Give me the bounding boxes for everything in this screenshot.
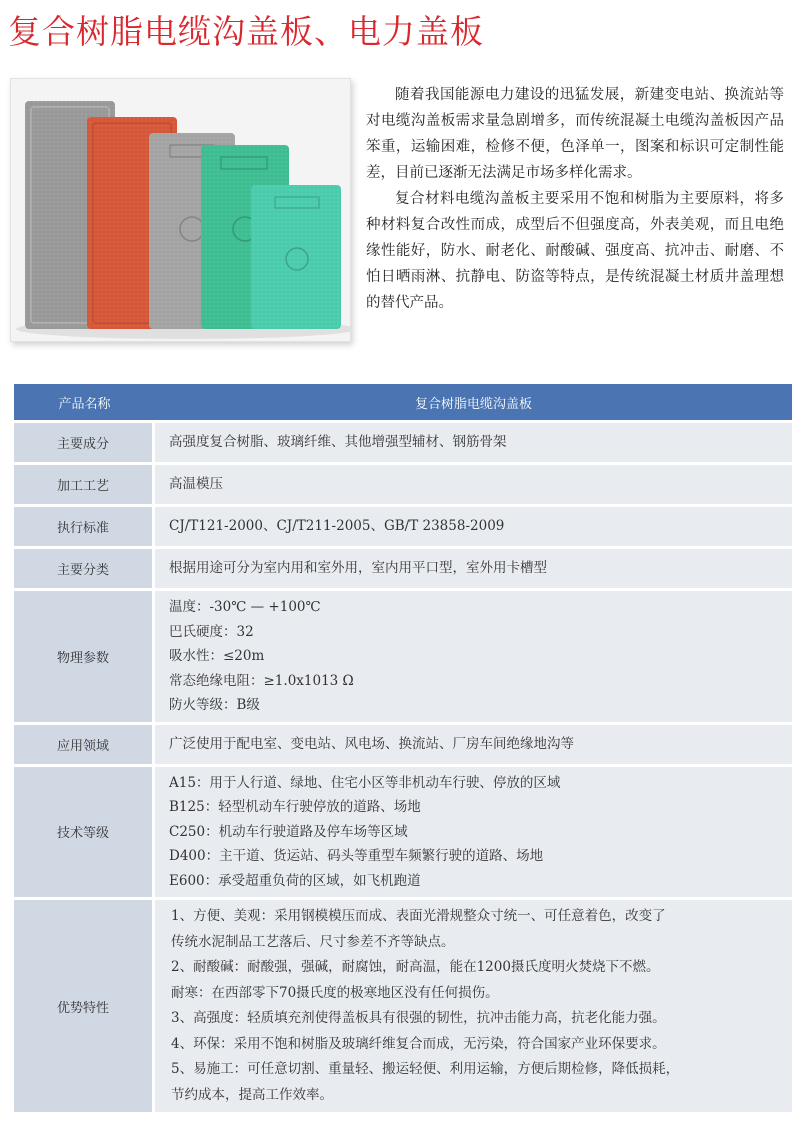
row-value-line: 防火等级：B级: [169, 697, 260, 713]
table-row: [14, 591, 792, 722]
page-title: 复合树脂电缆沟盖板、电力盖板: [8, 12, 484, 51]
header-key: 产品名称: [14, 384, 155, 420]
row-key: 优势特性: [14, 900, 155, 1112]
intro-paragraph-1: 随着我国能源电力建设的迅猛发展，新建变电站、换流站等对电缆沟盖板需求量急剧增多，而传统混凝土电缆沟盖板因产品笨重，运输困难，检修不便，色泽单一，图案和标识可定制性能差，目前已逐渐无法满足市场多样化需求。: [366, 87, 784, 181]
row-value: 高强度复合树脂、玻璃纤维、其他增强型辅材、钢筋骨架: [169, 434, 507, 451]
table-row: [14, 549, 792, 588]
cover-plate-teal: [251, 185, 341, 329]
spec-header-row: [14, 384, 792, 420]
row-value: 根据用途可分为室内用和室外用，室内用平口型，室外用卡槽型: [169, 560, 547, 577]
row-value-line: 温度：-30℃ — +100℃: [169, 599, 321, 615]
row-value: 广泛使用于配电室、变电站、风电场、换流站、厂房车间绝缘地沟等: [169, 735, 574, 752]
header-value: 复合树脂电缆沟盖板: [155, 384, 792, 420]
row-value: CJ/T121-2000、CJ/T211-2005、GB/T 23858-2009: [169, 518, 505, 535]
product-photo: [10, 78, 351, 342]
spec-table: [14, 381, 792, 1115]
row-key: 应用领域: [14, 725, 155, 764]
table-row: [14, 423, 792, 462]
table-row: [14, 767, 792, 898]
row-value: 高温模压: [169, 476, 223, 493]
row-value-line: C250：机动车行驶道路及停车场等区域: [169, 823, 408, 840]
row-value-line: A15：用于人行道、绿地、住宅小区等非机动车行驶、停放的区域: [169, 774, 561, 791]
row-key: 物理参数: [14, 591, 155, 722]
row-value-line: 吸水性：≤20m: [169, 648, 265, 664]
row-key: 主要成分: [14, 423, 155, 462]
table-row: [14, 725, 792, 764]
intro-paragraph-2: 复合材料电缆沟盖板主要采用不饱和树脂为主要原料，将多种材料复合改性而成，成型后不但强度高，外表美观，而且电绝缘性能好，防水、耐老化、耐酸碱、强度高、抗冲击、耐磨、不怕日晒雨淋、抗静电、防盗等特点，是传统混凝土材质井盖理想的替代产品。: [366, 191, 784, 311]
intro-text: [366, 82, 784, 316]
row-value-line: 2、耐酸碱：耐酸强，强碱，耐腐蚀，耐高温，能在1200摄氏度明火焚烧下不燃。: [171, 959, 660, 975]
row-key: 技术等级: [14, 767, 155, 898]
row-value-line: 耐寒：在西部零下70摄氏度的极寒地区没有任何损伤。: [171, 984, 499, 1001]
row-key: 主要分类: [14, 549, 155, 588]
row-value-line: 巴氏硬度：32: [169, 623, 254, 640]
row-value-line: E600：承受超重负荷的区域，如飞机跑道: [169, 872, 421, 889]
table-row: [14, 900, 792, 1112]
cable-trench-cover-illustration: [11, 79, 350, 341]
row-value-line: 3、高强度：轻质填充剂使得盖板具有很强的韧性，抗冲击能力高，抗老化能力强。: [171, 1010, 666, 1026]
row-value-line: 5、易施工：可任意切割、重量轻、搬运轻便、利用运输，方便后期检修，降低损耗，: [171, 1061, 680, 1077]
table-row: [14, 465, 792, 504]
row-value-line: 4、环保：采用不饱和树脂及玻璃纤维复合而成，无污染，符合国家产业环保要求。: [171, 1035, 666, 1052]
row-value-line: 常态绝缘电阻：≥1.0x1013 Ω: [169, 672, 354, 689]
row-key: 执行标准: [14, 507, 155, 546]
row-key: 加工工艺: [14, 465, 155, 504]
row-value-line: 传统水泥制品工艺落后、尺寸参差不齐等缺点。: [171, 933, 455, 950]
row-value-line: 节约成本，提高工作效率。: [171, 1086, 333, 1103]
table-row: [14, 507, 792, 546]
row-value-line: 1、方便、美观：采用钢模模压而成、表面光滑规整众寸统一、可任意着色，改变了: [171, 908, 666, 924]
row-value-line: B125：轻型机动车行驶停放的道路、场地: [169, 799, 421, 815]
row-value-line: D400：主干道、货运站、码头等重型车频繁行驶的道路、场地: [169, 848, 544, 864]
